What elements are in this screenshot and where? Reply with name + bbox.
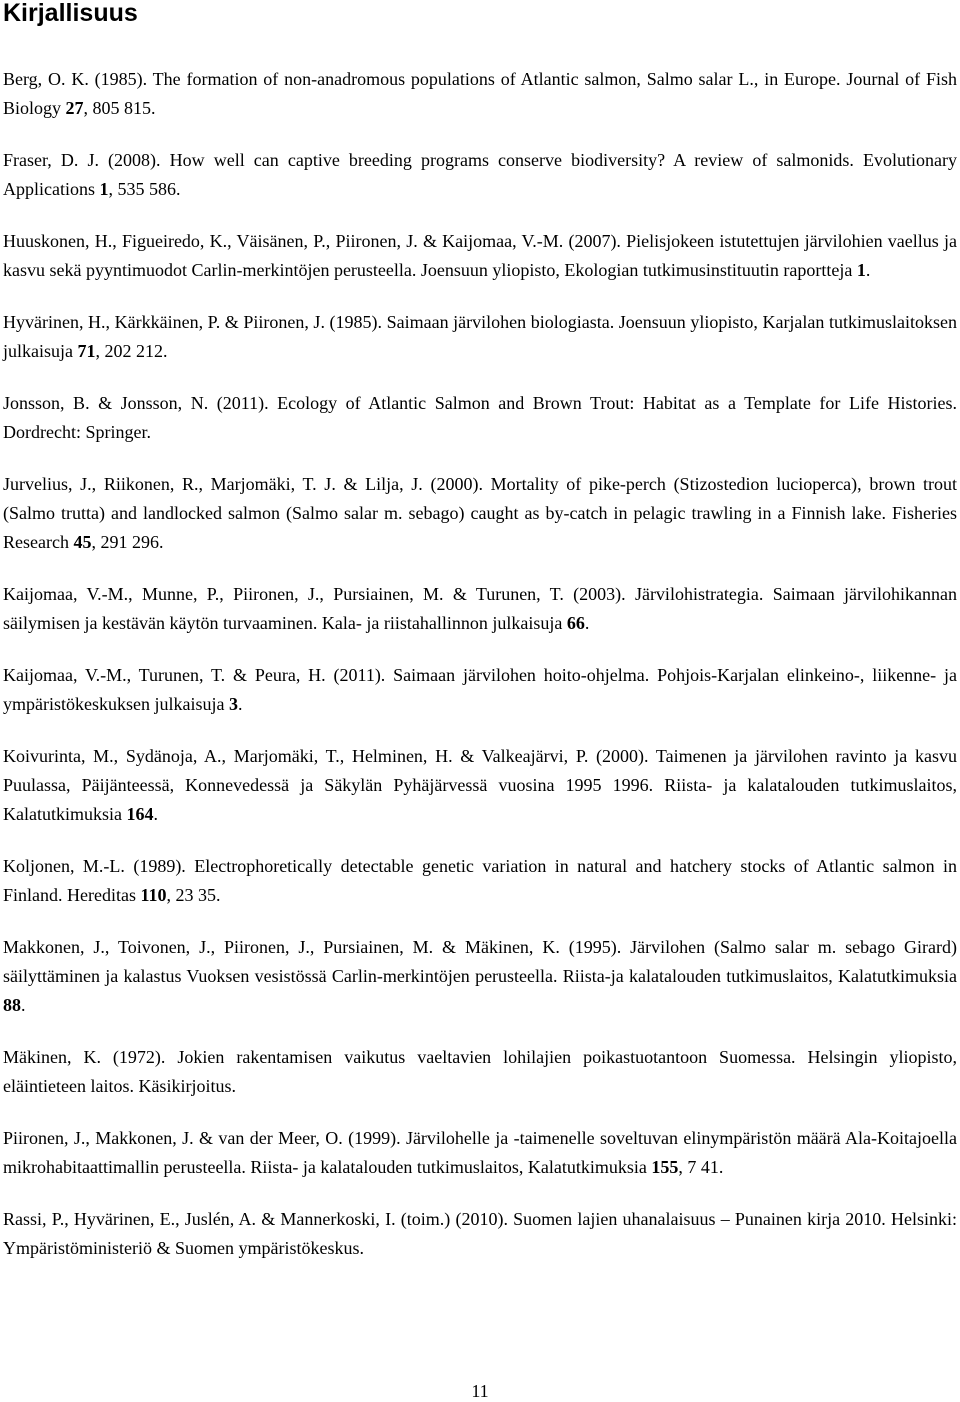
reference-item: Jurvelius, J., Riikonen, R., Marjomäki, T. J. & Lilja, J. (2000). Mortality of pike-perch (Stizostedion lucioperca), brown trout (Salmo trutta) and landlocked salmon (Salmo salar m. sebago) caught as by-catch in pelagic trawling in a Finnish lake. Fisheries Research 45, 291 296. (3, 474, 957, 552)
reference-item: Berg, O. K. (1985). The formation of non-anadromous populations of Atlantic salmon, Salmo salar L., in Europe. Journal of Fish Biology 27, 805 815. (3, 69, 957, 118)
page-number: 11 (471, 1381, 489, 1401)
reference-item: Fraser, D. J. (2008). How well can captive breeding programs conserve biodiversity? A review of salmonids. Evolutionary Applications 1, 535 586. (3, 150, 957, 199)
reference-list (3, 65, 957, 1263)
reference-item: Hyvärinen, H., Kärkkäinen, P. & Piironen, J. (1985). Saimaan järvilohen biologiasta. Joensuun yliopisto, Karjalan tutkimuslaitoksen julkaisuja 71, 202 212. (3, 312, 957, 361)
reference-item: Piironen, J., Makkonen, J. & van der Meer, O. (1999). Järvilohelle ja -taimenelle soveltuvan elinympäristön määrä Ala-Koitajoella mikrohabitaattimallin perusteella. Riista- ja kalatalouden tutkimuslaitos, Kalatutkimuksia 155, 7 41. (3, 1128, 957, 1177)
reference-item: Mäkinen, K. (1972). Jokien rakentamisen vaikutus vaeltavien lohilajien poikastuotantoon Suomessa. Helsingin yliopisto, eläintieteen laitos. Käsikirjoitus. (3, 1047, 957, 1096)
reference-item: Huuskonen, H., Figueiredo, K., Väisänen, P., Piironen, J. & Kaijomaa, V.-M. (2007). Pielisjokeen istutettujen järvilohien vaellus ja kasvu sekä pyyntimuodot Carlin-merkintöjen perusteella. Joensuun yliopisto, Ekologian tutkimusinstituutin raportteja 1. (3, 231, 957, 280)
reference-item: Rassi, P., Hyvärinen, E., Juslén, A. & Mannerkoski, I. (toim.) (2010). Suomen lajien uhanalaisuus – Punainen kirja 2010. Helsinki: Ympäristöministeriö & Suomen ympäristökeskus. (3, 1209, 957, 1258)
reference-item: Kaijomaa, V.-M., Munne, P., Piironen, J., Pursiainen, M. & Turunen, T. (2003). Järvilohistrategia. Saimaan järvilohikannan säilymisen ja kestävän käytön turvaaminen. Kala- ja riistahallinnon julkaisuja 66. (3, 584, 957, 633)
reference-item: Makkonen, J., Toivonen, J., Piironen, J., Pursiainen, M. & Mäkinen, K. (1995). Järvilohen (Salmo salar m. sebago Girard) säilyttäminen ja kalastus Vuoksen vesistössä Carlin-merkintöjen perusteella. Riista-ja kalatalouden tutkimuslaitos, Kalatutkimuksia 88. (3, 937, 957, 1015)
page-title: Kirjallisuus (3, 0, 138, 27)
reference-item: Kaijomaa, V.-M., Turunen, T. & Peura, H. (2011). Saimaan järvilohen hoito-ohjelma. Pohjois-Karjalan elinkeino-, liikenne- ja ympäristökeskuksen julkaisuja 3. (3, 665, 957, 714)
reference-item: Jonsson, B. & Jonsson, N. (2011). Ecology of Atlantic Salmon and Brown Trout: Habitat as a Template for Life Histories. Dordrecht: Springer. (3, 393, 957, 442)
reference-item: Koljonen, M.-L. (1989). Electrophoretically detectable genetic variation in natural and hatchery stocks of Atlantic salmon in Finland. Hereditas 110, 23 35. (3, 856, 957, 905)
reference-item: Koivurinta, M., Sydänoja, A., Marjomäki, T., Helminen, H. & Valkeajärvi, P. (2000). Taimenen ja järvilohen ravinto ja kasvu Puulassa, Päijänteessä, Konnevedessä ja Säkylän Pyhäjärvessä vuosina 1995 1996. Riista- ja kalatalouden tutkimuslaitos, Kalatutkimuksia 164. (3, 746, 957, 824)
